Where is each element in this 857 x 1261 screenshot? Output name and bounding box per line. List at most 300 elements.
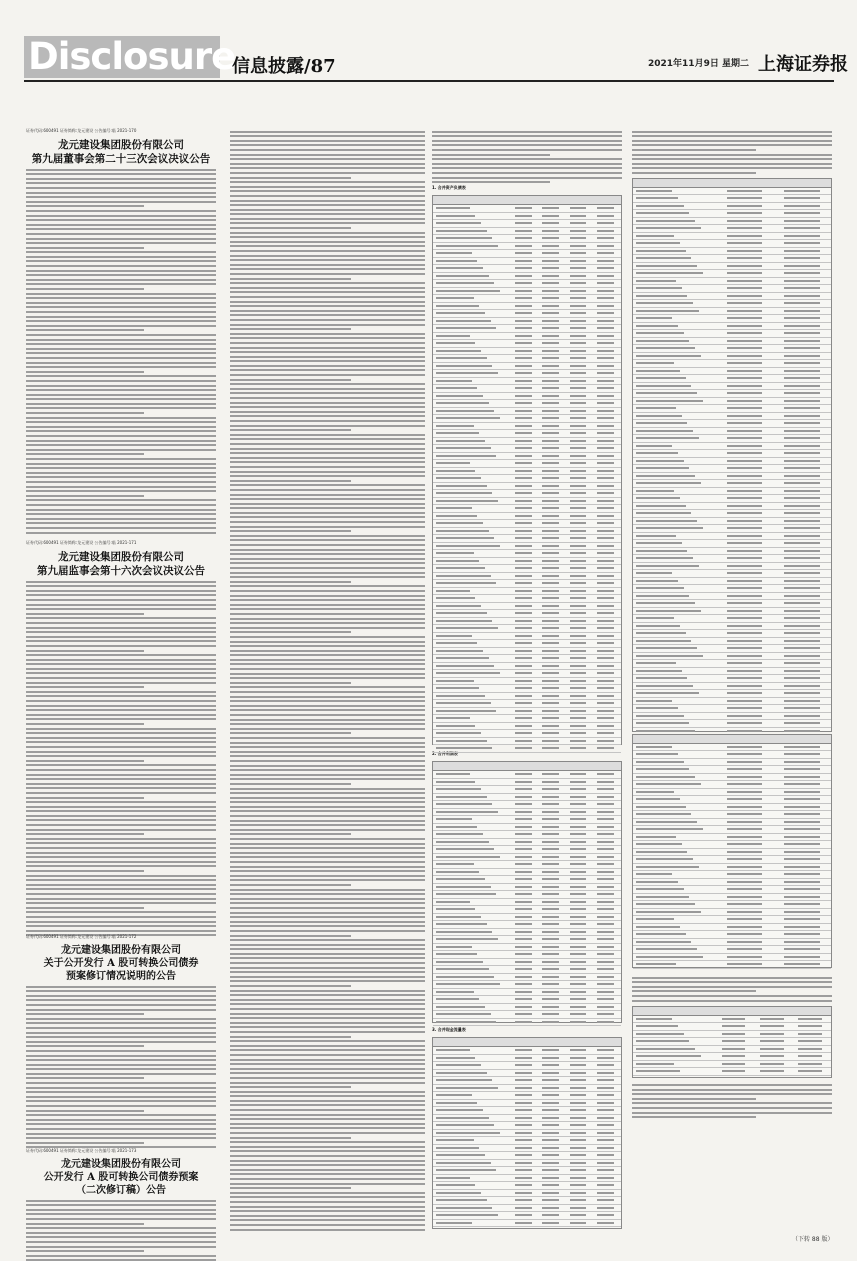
notice-title-line: （二次修订稿）公告 bbox=[76, 1185, 166, 1196]
table-row bbox=[633, 278, 831, 286]
balance-sheet-heading: 1. 合并资产负债表 bbox=[432, 185, 466, 191]
text-line bbox=[230, 1219, 425, 1221]
text-line bbox=[26, 325, 216, 327]
table-row bbox=[433, 1167, 621, 1175]
text-line bbox=[26, 1041, 216, 1043]
text-line bbox=[26, 806, 216, 808]
text-line bbox=[26, 444, 216, 446]
table-row bbox=[633, 1053, 831, 1061]
text-line bbox=[230, 742, 425, 744]
table-row bbox=[433, 288, 621, 296]
text-line bbox=[230, 1045, 425, 1047]
text-line bbox=[230, 333, 425, 335]
text-line bbox=[230, 737, 425, 739]
text-line bbox=[26, 1032, 216, 1034]
text-line bbox=[26, 732, 216, 734]
text-line bbox=[230, 930, 425, 932]
text-line bbox=[230, 567, 425, 569]
table-row bbox=[433, 1130, 621, 1138]
table-row bbox=[433, 325, 621, 333]
text-line bbox=[26, 1232, 216, 1234]
text-line bbox=[230, 213, 425, 215]
table-row bbox=[633, 503, 831, 511]
table-row bbox=[433, 1175, 621, 1183]
text-line bbox=[230, 227, 351, 229]
table-row bbox=[633, 375, 831, 383]
text-line bbox=[26, 1087, 216, 1089]
text-line bbox=[26, 256, 216, 258]
text-line bbox=[230, 815, 425, 817]
notice-title-line: 龙元建设集团股份有限公司 bbox=[58, 551, 184, 563]
text-line bbox=[230, 838, 425, 840]
text-line bbox=[26, 518, 216, 520]
text-line bbox=[26, 1022, 216, 1024]
table-row bbox=[633, 1031, 831, 1039]
text-line bbox=[26, 925, 216, 927]
table-row bbox=[433, 273, 621, 281]
text-line bbox=[26, 407, 216, 409]
text-line bbox=[230, 135, 425, 137]
text-line bbox=[230, 797, 425, 799]
text-line bbox=[230, 953, 425, 955]
text-line bbox=[26, 270, 216, 272]
table-row bbox=[433, 1107, 621, 1115]
text-line bbox=[26, 463, 216, 465]
text-line bbox=[230, 723, 425, 725]
text-line bbox=[230, 347, 425, 349]
balance-sheet-table bbox=[432, 191, 622, 751]
text-line bbox=[26, 594, 216, 596]
text-line bbox=[26, 608, 216, 610]
notice-supervisory-resolution bbox=[26, 540, 216, 936]
table-row bbox=[633, 834, 831, 842]
table-row bbox=[433, 1070, 621, 1078]
table-row bbox=[633, 510, 831, 518]
text-line bbox=[26, 192, 216, 194]
text-line bbox=[230, 268, 425, 270]
notice-title-line: 关于公开发行 A 股可转换公司债券 bbox=[43, 958, 199, 969]
text-line bbox=[26, 986, 216, 988]
text-line bbox=[26, 394, 216, 396]
text-line bbox=[230, 406, 425, 408]
text-line bbox=[230, 1059, 425, 1061]
text-line bbox=[26, 339, 216, 341]
text-line bbox=[230, 388, 425, 390]
text-line bbox=[230, 608, 425, 610]
text-line bbox=[230, 1146, 425, 1148]
text-line bbox=[632, 1093, 832, 1095]
text-line bbox=[230, 250, 425, 252]
table-row bbox=[433, 430, 621, 438]
text-line bbox=[230, 1114, 425, 1116]
income-statement-table bbox=[432, 757, 622, 1027]
table-row bbox=[433, 816, 621, 824]
text-line bbox=[26, 173, 216, 175]
text-line bbox=[432, 131, 622, 133]
text-line bbox=[632, 981, 832, 983]
text-line bbox=[632, 167, 832, 169]
text-line bbox=[26, 499, 216, 501]
text-line bbox=[230, 273, 425, 275]
text-line bbox=[26, 1091, 216, 1093]
text-line bbox=[632, 144, 832, 146]
table-row bbox=[633, 203, 831, 211]
text-line bbox=[230, 1183, 425, 1185]
table-row bbox=[433, 884, 621, 892]
text-line bbox=[26, 1241, 216, 1243]
text-line bbox=[26, 824, 216, 826]
text-line bbox=[26, 509, 216, 511]
text-line bbox=[230, 530, 351, 532]
text-line bbox=[26, 829, 216, 831]
table-row bbox=[633, 668, 831, 676]
text-line bbox=[230, 686, 425, 688]
table-grid bbox=[632, 1006, 832, 1078]
table-row bbox=[633, 864, 831, 872]
table-row bbox=[633, 946, 831, 954]
text-line bbox=[632, 990, 756, 992]
text-line bbox=[230, 957, 425, 959]
table-row bbox=[433, 1011, 621, 1019]
table-row bbox=[633, 300, 831, 308]
text-line bbox=[26, 613, 144, 615]
table-row bbox=[433, 914, 621, 922]
table-row bbox=[433, 1182, 621, 1190]
table-row bbox=[633, 931, 831, 939]
text-line bbox=[26, 380, 216, 382]
text-line bbox=[26, 695, 216, 697]
text-line bbox=[230, 342, 425, 344]
text-line bbox=[26, 636, 216, 638]
text-line bbox=[230, 994, 425, 996]
text-line bbox=[230, 1164, 425, 1166]
text-line bbox=[230, 1196, 425, 1198]
table-row bbox=[633, 1038, 831, 1046]
text-line bbox=[26, 398, 216, 400]
text-line bbox=[26, 718, 216, 720]
text-line bbox=[230, 149, 425, 151]
table-row bbox=[433, 670, 621, 678]
text-line bbox=[26, 1100, 216, 1102]
table-row bbox=[633, 819, 831, 827]
text-line bbox=[230, 889, 425, 891]
notice-title-line: 龙元建设集团股份有限公司 bbox=[58, 139, 184, 151]
text-line bbox=[230, 778, 425, 780]
table-row bbox=[633, 465, 831, 473]
text-line bbox=[230, 324, 425, 326]
table-row bbox=[633, 849, 831, 857]
text-line bbox=[230, 521, 425, 523]
text-line bbox=[26, 205, 144, 207]
text-line bbox=[230, 1224, 425, 1226]
text-line bbox=[26, 527, 216, 529]
text-line bbox=[230, 218, 425, 220]
text-line bbox=[230, 572, 425, 574]
table-row bbox=[633, 608, 831, 616]
table-header-row bbox=[433, 762, 621, 771]
table-row bbox=[433, 951, 621, 959]
table-row bbox=[433, 355, 621, 363]
table-row bbox=[433, 1160, 621, 1168]
table-row bbox=[433, 708, 621, 716]
text-line bbox=[230, 654, 425, 656]
text-line bbox=[230, 1127, 425, 1129]
text-line bbox=[230, 351, 425, 353]
table-grid bbox=[432, 195, 622, 745]
table-row bbox=[433, 610, 621, 618]
table-row bbox=[433, 700, 621, 708]
text-line bbox=[26, 1077, 144, 1079]
text-line bbox=[230, 512, 425, 514]
text-line bbox=[230, 195, 425, 197]
table-row bbox=[633, 428, 831, 436]
page-header bbox=[0, 0, 857, 80]
cash-flow-table bbox=[432, 1033, 622, 1233]
text-line bbox=[230, 452, 425, 454]
text-line bbox=[26, 659, 216, 661]
text-line bbox=[26, 260, 216, 262]
text-line bbox=[26, 622, 216, 624]
text-line bbox=[26, 362, 216, 364]
text-line bbox=[230, 852, 425, 854]
table-row bbox=[633, 901, 831, 909]
text-line bbox=[230, 898, 425, 900]
text-line bbox=[230, 691, 425, 693]
table-row bbox=[433, 921, 621, 929]
text-line bbox=[230, 209, 425, 211]
text-line bbox=[26, 838, 216, 840]
table-row bbox=[433, 438, 621, 446]
table-row bbox=[633, 789, 831, 797]
text-line bbox=[26, 348, 216, 350]
text-line bbox=[230, 971, 425, 973]
text-line bbox=[26, 228, 216, 230]
table-row bbox=[633, 744, 831, 752]
text-line bbox=[230, 278, 351, 280]
text-line bbox=[26, 682, 216, 684]
text-line bbox=[26, 389, 216, 391]
text-line bbox=[26, 1137, 216, 1139]
table-row bbox=[433, 794, 621, 802]
table-row bbox=[633, 548, 831, 556]
table-row bbox=[433, 730, 621, 738]
text-line bbox=[26, 792, 216, 794]
text-line bbox=[432, 181, 550, 183]
text-line bbox=[230, 659, 425, 661]
table-row bbox=[433, 310, 621, 318]
text-line bbox=[230, 259, 425, 261]
text-line bbox=[230, 1040, 425, 1042]
text-line bbox=[230, 1123, 425, 1125]
text-line bbox=[230, 824, 425, 826]
text-line bbox=[632, 977, 832, 979]
text-line bbox=[230, 1169, 425, 1171]
table-row bbox=[433, 1152, 621, 1160]
text-line bbox=[26, 861, 216, 863]
table-row bbox=[633, 690, 831, 698]
text-line bbox=[26, 265, 216, 267]
table-row bbox=[433, 861, 621, 869]
table-row bbox=[433, 565, 621, 573]
text-line bbox=[26, 787, 216, 789]
text-line bbox=[230, 411, 425, 413]
continued-note: （下转 88 版） bbox=[792, 1236, 834, 1243]
text-line bbox=[26, 375, 216, 377]
text-line bbox=[26, 329, 144, 331]
text-line bbox=[230, 310, 425, 312]
text-line bbox=[26, 421, 216, 423]
text-line bbox=[230, 870, 425, 872]
text-line bbox=[26, 426, 216, 428]
text-line bbox=[26, 1123, 216, 1125]
table-row bbox=[433, 715, 621, 723]
table-row bbox=[433, 801, 621, 809]
table-row bbox=[433, 385, 621, 393]
text-line bbox=[230, 1206, 425, 1208]
table-row bbox=[433, 460, 621, 468]
text-line bbox=[26, 640, 216, 642]
text-line bbox=[26, 1027, 216, 1029]
text-line bbox=[230, 466, 425, 468]
table-row bbox=[633, 270, 831, 278]
table-row bbox=[633, 826, 831, 834]
text-line bbox=[26, 884, 216, 886]
table-row bbox=[433, 1197, 621, 1205]
table-row bbox=[433, 445, 621, 453]
text-line bbox=[230, 287, 425, 289]
text-line bbox=[26, 201, 216, 203]
text-line bbox=[230, 181, 425, 183]
table-row bbox=[433, 1212, 621, 1220]
text-line bbox=[230, 516, 425, 518]
text-line bbox=[230, 1137, 351, 1139]
notice-board-resolution bbox=[26, 128, 216, 534]
text-line bbox=[26, 288, 144, 290]
text-line bbox=[26, 169, 216, 171]
table-row bbox=[633, 338, 831, 346]
text-line bbox=[26, 182, 216, 184]
text-line bbox=[26, 879, 216, 881]
text-line bbox=[26, 819, 216, 821]
text-line bbox=[230, 976, 425, 978]
table-row bbox=[433, 876, 621, 884]
text-line bbox=[632, 1107, 832, 1109]
text-line bbox=[230, 282, 425, 284]
text-line bbox=[230, 1072, 425, 1074]
table-row bbox=[433, 1019, 621, 1027]
text-line bbox=[26, 495, 144, 497]
text-line bbox=[26, 1128, 216, 1130]
table-row bbox=[433, 528, 621, 536]
text-line bbox=[26, 440, 216, 442]
table-row bbox=[633, 593, 831, 601]
notice-title-line: 龙元建设集团股份有限公司 bbox=[61, 1159, 181, 1170]
text-line bbox=[26, 617, 216, 619]
text-line bbox=[26, 1036, 216, 1038]
text-line bbox=[230, 1132, 425, 1134]
subsidiary-table bbox=[632, 174, 832, 734]
table-row bbox=[633, 660, 831, 668]
text-line bbox=[230, 714, 425, 716]
text-line bbox=[230, 177, 351, 179]
text-line bbox=[230, 374, 425, 376]
notice-title-line: 预案修订情况说明的公告 bbox=[66, 971, 176, 982]
text-line bbox=[26, 865, 216, 867]
text-line bbox=[632, 140, 832, 142]
text-line bbox=[26, 412, 144, 414]
table-row bbox=[633, 894, 831, 902]
table-row bbox=[433, 475, 621, 483]
text-line bbox=[26, 833, 144, 835]
text-line bbox=[26, 847, 216, 849]
text-line bbox=[230, 980, 425, 982]
text-line bbox=[26, 1050, 216, 1052]
text-line bbox=[632, 986, 832, 988]
text-line bbox=[26, 631, 216, 633]
text-line bbox=[230, 369, 425, 371]
table-row bbox=[433, 1190, 621, 1198]
table-row bbox=[633, 578, 831, 586]
text-line bbox=[26, 728, 216, 730]
table-row bbox=[633, 555, 831, 563]
text-line bbox=[26, 1068, 216, 1070]
text-line bbox=[230, 879, 425, 881]
text-line bbox=[230, 1160, 425, 1162]
table-row bbox=[633, 939, 831, 947]
text-line bbox=[230, 1201, 425, 1203]
table-row bbox=[433, 869, 621, 877]
table-row bbox=[433, 779, 621, 787]
table-row bbox=[433, 1145, 621, 1153]
text-line bbox=[26, 210, 216, 212]
table-row bbox=[633, 1068, 831, 1076]
table-row bbox=[433, 655, 621, 663]
text-line bbox=[26, 481, 216, 483]
table-row bbox=[433, 771, 621, 779]
text-line bbox=[432, 177, 622, 179]
body-text bbox=[432, 131, 622, 184]
table-row bbox=[433, 423, 621, 431]
table-row bbox=[433, 846, 621, 854]
table-row bbox=[433, 663, 621, 671]
text-line bbox=[230, 236, 425, 238]
table-row bbox=[633, 473, 831, 481]
text-line bbox=[230, 443, 425, 445]
notice-title-line: 公开发行 A 股可转换公司债券预案 bbox=[43, 1172, 199, 1183]
text-line bbox=[26, 1227, 216, 1229]
table-row bbox=[633, 600, 831, 608]
issue-date: 2021年11月9日 星期二 bbox=[648, 59, 749, 69]
table-row bbox=[633, 450, 831, 458]
text-line bbox=[230, 801, 425, 803]
text-line bbox=[26, 714, 216, 716]
table-row bbox=[433, 370, 621, 378]
text-line bbox=[432, 172, 622, 174]
text-line bbox=[230, 728, 425, 730]
text-line bbox=[26, 343, 216, 345]
text-line bbox=[230, 631, 351, 633]
text-line bbox=[26, 672, 216, 674]
text-line bbox=[632, 1089, 832, 1091]
text-line bbox=[26, 371, 144, 373]
text-line bbox=[26, 1119, 216, 1121]
text-line bbox=[230, 507, 425, 509]
text-line bbox=[26, 916, 216, 918]
text-line bbox=[230, 420, 425, 422]
table-row bbox=[633, 924, 831, 932]
text-line bbox=[230, 585, 425, 587]
text-line bbox=[26, 238, 216, 240]
